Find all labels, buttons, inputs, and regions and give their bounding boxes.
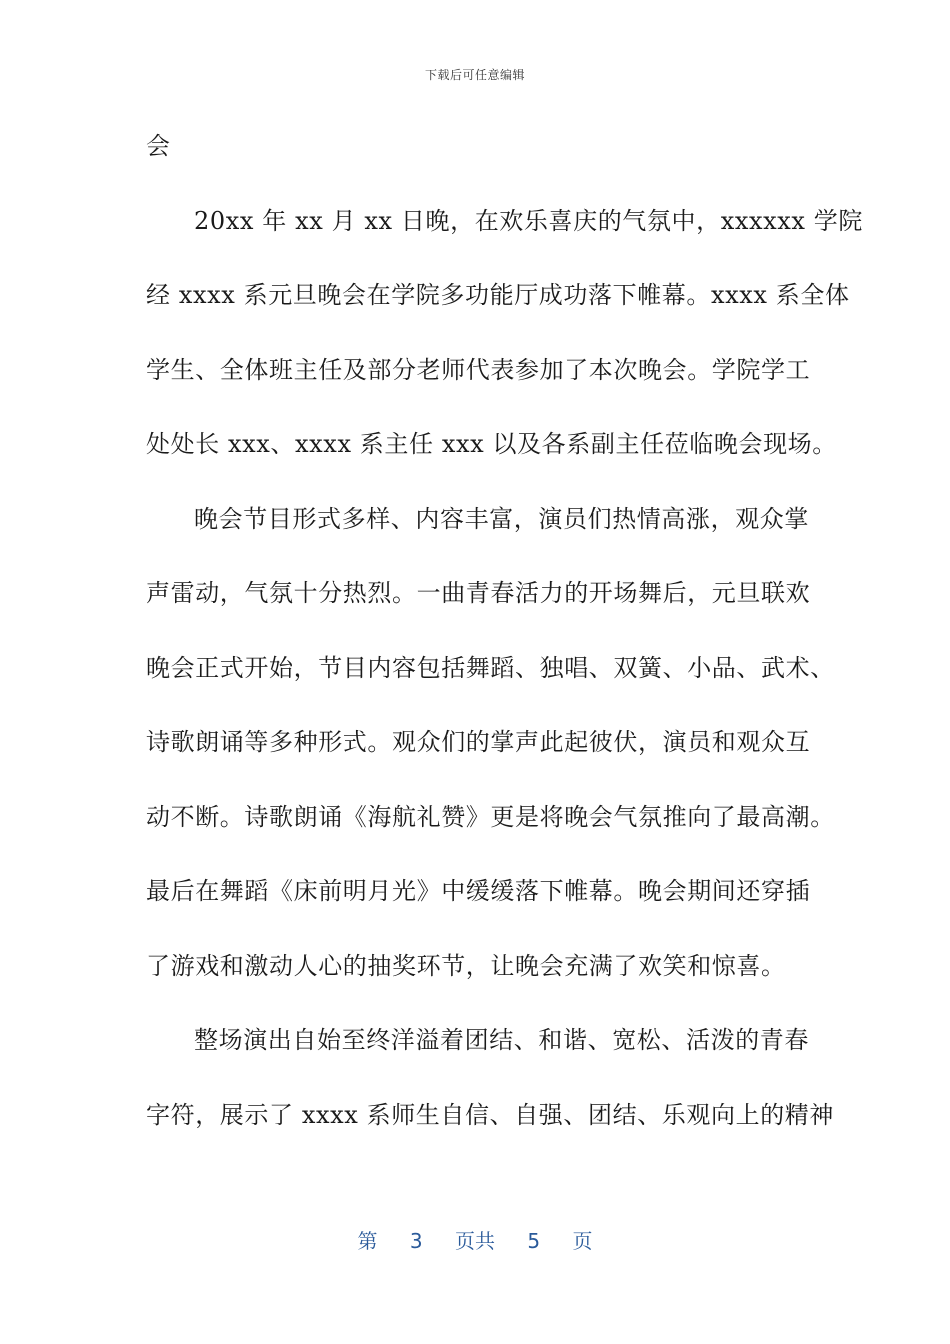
page-footer: [0, 1225, 950, 1254]
text-line: 诗歌朗诵等多种形式。观众们的掌声此起彼伏，演员和观众互: [146, 728, 811, 756]
text-line: 经 xxxx 系元旦晚会在学院多功能厅成功落下帷幕。xxxx 系全体: [146, 281, 850, 309]
text-line: 了游戏和激动人心的抽奖环节，让晚会充满了欢笑和惊喜。: [146, 951, 786, 980]
text-line: 20xx 年 xx 月 xx 日晚，在欢乐喜庆的气氛中，xxxxxx 学院: [194, 206, 863, 235]
text-line: 晚会节目形式多样、内容丰富，演员们热情高涨，观众掌: [194, 504, 809, 533]
page-header: 下载后可任意编辑: [424, 68, 525, 82]
document-body: [146, 120, 863, 1163]
text-line: 整场演出自始至终洋溢着团结、和谐、宽松、活泼的青春: [194, 1026, 809, 1054]
text-line: 学生、全体班主任及部分老师代表参加了本次晚会。学院学工: [146, 355, 811, 384]
text-line: 会: [146, 132, 171, 160]
page-label-mid: 页共: [455, 1229, 495, 1253]
text-line: 处处长 xxx、xxxx 系主任 xxx 以及各系副主任莅临晚会现场。: [146, 430, 837, 458]
text-line: 晚会正式开始，节目内容包括舞蹈、独唱、双簧、小品、武术、: [146, 653, 835, 682]
text-line: 声雷动，气氛十分热烈。一曲青春活力的开场舞后，元旦联欢: [146, 579, 811, 607]
total-page-number: 5: [527, 1229, 541, 1253]
page-label-prefix: 第: [357, 1229, 378, 1253]
page-label-suffix: 页: [572, 1229, 593, 1253]
text-line: 最后在舞蹈《床前明月光》中缓缓落下帷幕。晚会期间还穿插: [146, 877, 811, 905]
current-page-number: 3: [409, 1229, 423, 1253]
text-line: 动不断。诗歌朗诵《海航礼赞》更是将晚会气氛推向了最高潮。: [146, 802, 835, 831]
text-line: 字符，展示了 xxxx 系师生自信、自强、团结、乐观向上的精神: [146, 1100, 834, 1129]
